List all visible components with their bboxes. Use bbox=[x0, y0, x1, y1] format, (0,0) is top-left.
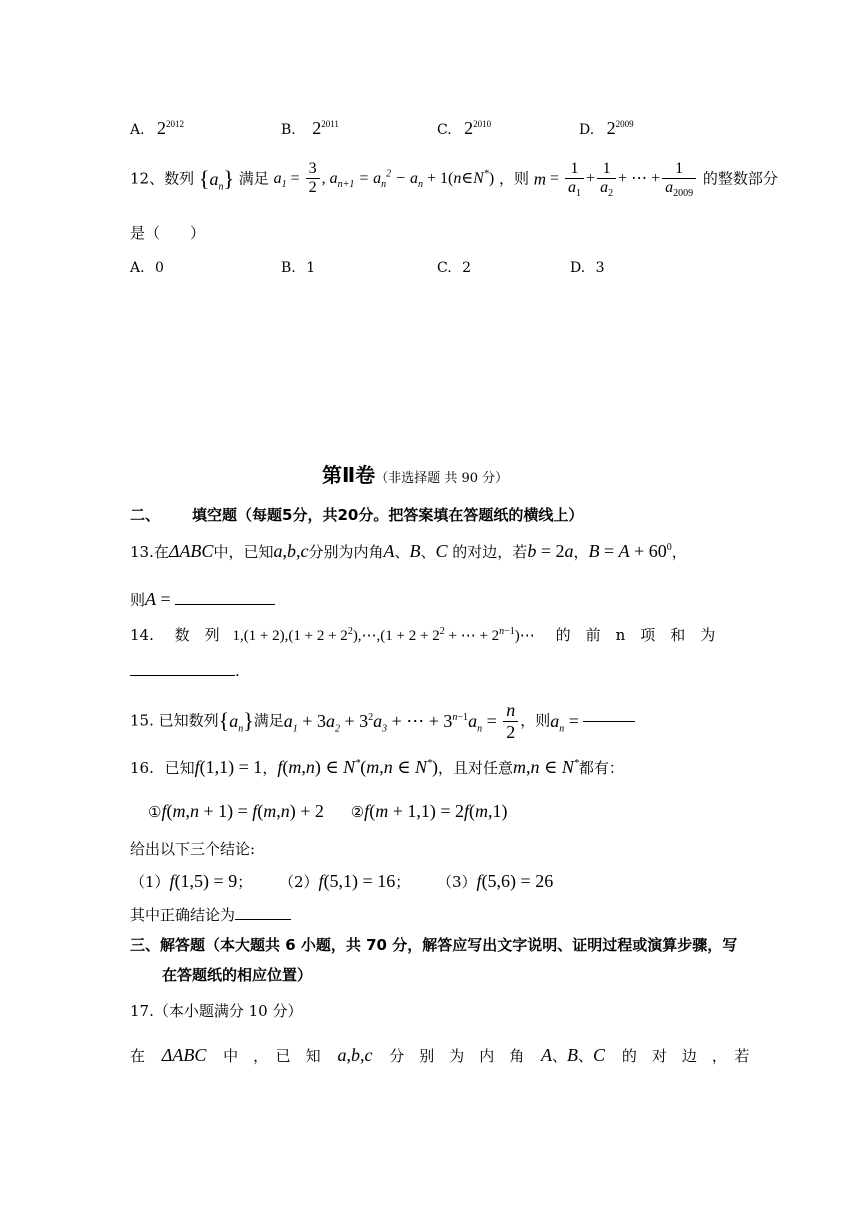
answer-blank[interactable] bbox=[175, 604, 275, 605]
q16-text: 已知 bbox=[164, 759, 195, 777]
q13-text: ， bbox=[573, 543, 589, 561]
section3-heading-cont: 在答题纸的相应位置） bbox=[162, 966, 313, 984]
choice-base: 2 bbox=[606, 118, 616, 138]
part2-title: 第Ⅱ卷 bbox=[322, 463, 376, 487]
q14-text: 的 前 n 项 和 为 bbox=[555, 626, 716, 644]
q16-text: ，且对任意 bbox=[438, 759, 514, 777]
choice-label: C. bbox=[437, 260, 452, 276]
choice-label: B. bbox=[281, 260, 296, 276]
q13-num: 13. bbox=[130, 543, 154, 561]
section2-text: 填空题（每题5分，共20分。把答案填在答题纸的横线上） bbox=[192, 506, 584, 524]
answer-blank[interactable] bbox=[583, 721, 635, 722]
q15-text: 已知数列 bbox=[158, 711, 219, 730]
q12-prefix: 12、数列 bbox=[130, 169, 195, 188]
q17-text: 分 别 为 内 角 bbox=[389, 1047, 525, 1065]
choice-value: 3 bbox=[595, 260, 605, 276]
part2-subtitle: （非选择题 共 90 分） bbox=[375, 471, 509, 486]
section2-num: 二、 bbox=[130, 506, 161, 524]
q11-choice-c bbox=[437, 118, 491, 139]
choice-label: D. bbox=[570, 260, 586, 276]
answer-blank[interactable] bbox=[235, 919, 291, 920]
choice-label: B. bbox=[281, 122, 296, 138]
q16-num: 16. bbox=[130, 759, 154, 777]
choice-exp: 2010 bbox=[473, 119, 492, 129]
q16-results: （1）f(1,5) = 9； （2）f(5,1) = 16； （3）f(5,6) = 26 bbox=[130, 871, 554, 891]
q17-title: 17.（本小题满分 10 分） bbox=[130, 1002, 303, 1020]
choice-label: A. bbox=[130, 260, 145, 276]
q13-stem: 13.在ΔABC中，已知a,b,c分别为内角A、B、C 的对边，若b = 2a，$B = A + 60^0$， bbox=[130, 541, 687, 561]
choice-exp: 2011 bbox=[321, 119, 339, 129]
choice-value: 1 bbox=[306, 260, 316, 276]
q12-choice-d bbox=[570, 260, 605, 276]
q14-text: 数 列 bbox=[174, 626, 220, 644]
answer-blank[interactable] bbox=[130, 675, 235, 676]
q17-stem: 在 ΔABC 中 ， 已 知 a,b,c 分 别 为 内 角 A、B、C 的 对 边 ， 若 bbox=[130, 1045, 750, 1065]
q16-conditions: ①f(m,n + 1) = f(m,n) + 2 ②f(m + 1,1) = 2f(m,1) bbox=[148, 801, 508, 821]
part2-heading bbox=[322, 465, 508, 485]
q16-stem: 16. 已知f(1,1) = 1，f(m,n) ∈ N*(m,n ∈ N*)，且对任意m,n ∈ N*都有： bbox=[130, 757, 624, 777]
choice-value: 2 bbox=[462, 260, 472, 276]
q12-choice-c bbox=[437, 260, 471, 276]
q12-choice-b bbox=[281, 260, 315, 276]
q17-text: 中 ， 已 知 bbox=[223, 1047, 321, 1065]
q16-result-marker: （1） bbox=[130, 873, 170, 891]
q14-stem: 14. 数 列 $1,(1 + 2),(1 + 2 + 2^2),\cdots,(1 + 2 + 2^2$ + ⋯ + $2^{n-1})\cdots$ 的 前 n 项 和 为 bbox=[130, 626, 716, 644]
choice-base: 2 bbox=[464, 118, 474, 138]
choice-exp: 2009 bbox=[615, 119, 634, 129]
q12-bracket: 是（ ） bbox=[130, 224, 206, 242]
q15-stem: 15. 已知数列$\{a_n\}$满足$a_1 + 3a_2 + 3^2a_3$ + ⋯ + $3^{n-1}a_n$ = $\frac{n}{2}$ ，则$a_n$ = bbox=[130, 700, 635, 742]
q12-then: ，则 bbox=[498, 169, 529, 188]
q14-num: 14. bbox=[130, 626, 154, 644]
q14-period: . bbox=[235, 662, 240, 680]
q15-text: 满足 bbox=[253, 711, 284, 730]
q17-text: 在 bbox=[130, 1047, 146, 1065]
q16-semi: ； bbox=[395, 873, 411, 891]
q11-choice-d bbox=[579, 118, 634, 139]
q13-then: 则 bbox=[130, 591, 146, 609]
q13-text: ， bbox=[671, 543, 687, 561]
section2-heading bbox=[130, 508, 583, 523]
choice-value: 0 bbox=[155, 260, 164, 276]
q16-text: 都有： bbox=[578, 759, 624, 777]
q13-text: 的对边，若 bbox=[452, 543, 528, 561]
q15-text: ，则 bbox=[520, 711, 551, 730]
q13-text: 在 bbox=[153, 543, 169, 561]
q12-satisfy: 满足 bbox=[238, 169, 269, 188]
choice-base: 2 bbox=[312, 118, 322, 138]
q16-cond-marker: ② bbox=[350, 803, 365, 821]
q11-choice-a bbox=[130, 118, 184, 139]
q13-text: 中，已知 bbox=[213, 543, 274, 561]
choice-exp: 2012 bbox=[166, 119, 185, 129]
q12-stem: 12、数列 $\{a_n\}$ 满足 $a_1$ = $\frac{3}{2}$ , $a_{n+1} = a_n^2 - a_n$ + 1(n∈N*) ，则 m = $\frac{1}{a_1}$ + $\frac{1}{a_2}$ + ⋯ + $\frac{1}{a_{2009}}$ 的整数部分 bbox=[130, 160, 778, 200]
q16-given: 给出以下三个结论: bbox=[130, 840, 256, 858]
q16-answer-line bbox=[130, 908, 291, 923]
q14-answer-line bbox=[130, 664, 240, 679]
q16-result-marker: （2） bbox=[279, 873, 319, 891]
choice-label: C. bbox=[437, 122, 452, 138]
choice-label: D. bbox=[579, 122, 595, 138]
q13-text: 分别为内角 bbox=[308, 543, 384, 561]
q16-correct: 其中正确结论为 bbox=[130, 906, 236, 924]
q16-semi: ； bbox=[237, 873, 253, 891]
q11-choice-b bbox=[281, 118, 339, 139]
choice-label: A. bbox=[130, 122, 145, 138]
q16-cond-marker: ① bbox=[148, 803, 162, 821]
choice-base: 2 bbox=[157, 118, 167, 138]
q16-result-marker: （3） bbox=[437, 873, 477, 891]
q16-text: ， bbox=[262, 759, 278, 777]
q13-answer-line: 则A = bbox=[130, 590, 275, 608]
q15-num: 15. bbox=[130, 711, 154, 730]
q12-choice-a bbox=[130, 260, 164, 276]
section3-heading: 三、解答题（本大题共 6 小题，共 70 分，解答应写出文字说明、证明过程或演算步骤，写 bbox=[130, 936, 738, 954]
q17-text: 的 对 边 ， 若 bbox=[621, 1047, 750, 1065]
q12-int-part: 的整数部分 bbox=[702, 169, 778, 188]
